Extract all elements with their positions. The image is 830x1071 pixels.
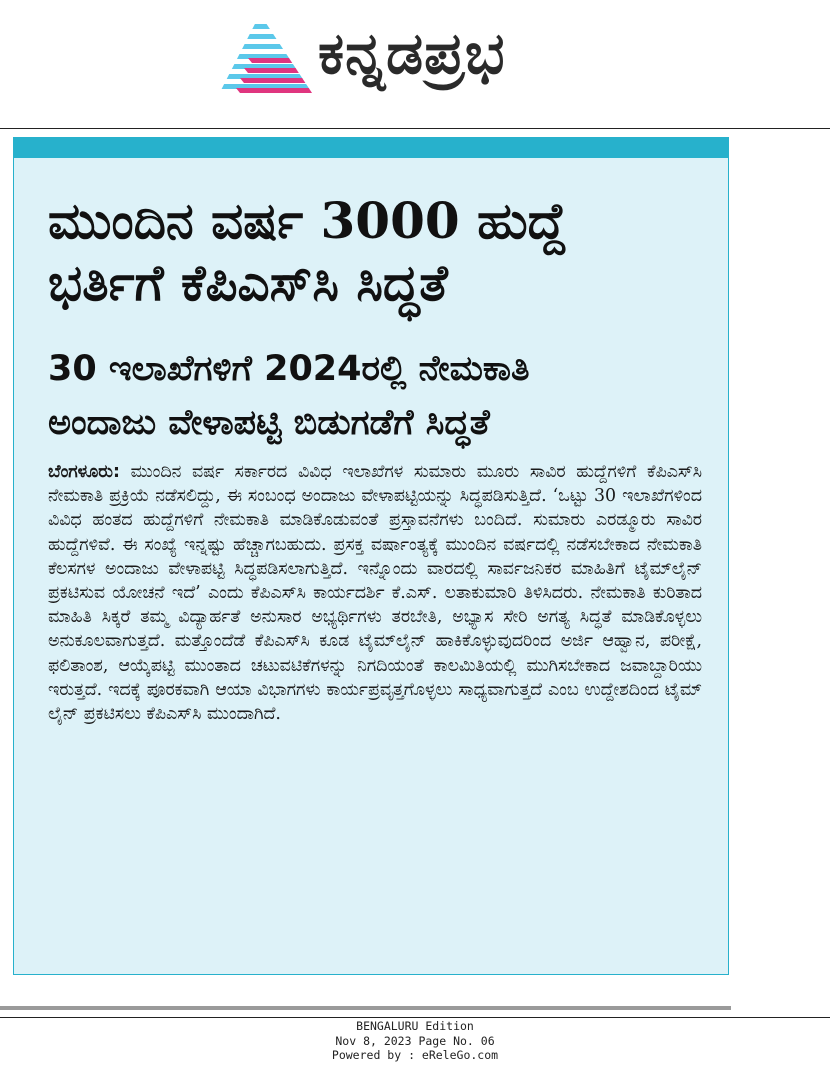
article-box bbox=[13, 137, 729, 975]
bottom-gray-bar bbox=[0, 1006, 731, 1010]
edition-label: BENGALURU Edition bbox=[356, 1019, 474, 1033]
dateline: ಬೆಂಗಳೂರು: bbox=[48, 462, 120, 482]
brand-name: ಕನ್ನಡಪ್ರಭ bbox=[318, 19, 506, 87]
bottom-divider bbox=[0, 1017, 830, 1018]
article-body-text: ಮುಂದಿನ ವರ್ಷ ಸರ್ಕಾರದ ವಿವಿಧ ಇಲಾಖೆಗಳ ಸುಮಾರು ಮೂರು ಸಾವಿರ ಹುದ್ದೆಗಳಿಗೆ ಕೆಪಿಎಸ್‌ಸಿ ನೇಮಕಾತಿ ಪ್ರಕ್ರಿಯೆ ನಡೆಸಲಿದ್ದು, ಈ ಸಂಬಂಧ ಅಂದಾಜು ವೇಳಾಪಟ್ಟಿಯನ್ನು ಸಿದ್ಧಪಡಿಸುತ್ತಿದೆ. ‘ಒಟ್ಟು 30 ಇಲಾಖೆಗಳಿಂದ ವಿವಿಧ ಹಂತದ ಹುದ್ದೆಗಳಿಗೆ ನೇಮಕಾತಿ ಮಾಡಿಕೊಡುವಂತೆ ಪ್ರಸ್ತಾವನೆಗಳು ಬಂದಿದೆ. ಸುಮಾರು ಎರಡ್ಮೂರು ಸಾವಿರ ಹುದ್ದೆಗಳಿವೆ. ಈ ಸಂಖ್ಯೆ ಇನ್ನಷ್ಟು ಹೆಚ್ಚಾಗಬಹುದು. ಪ್ರಸಕ್ತ ವರ್ಷಾಂತ್ಯಕ್ಕೆ ಮುಂದಿನ ವರ್ಷದಲ್ಲಿ ನಡೆಸಬೇಕಾದ ನೇಮಕಾತಿ ಕೆಲಸಗಳ ಅಂದಾಜು ವೇಳಾಪಟ್ಟಿ ಸಿದ್ಧಪಡಿಸಲಾಗುತ್ತಿದೆ. ಇನ್ನೊಂದು ವಾರದಲ್ಲಿ ಸಾರ್ವಜನಿಕರ ಮಾಹಿತಿಗೆ ಟೈಮ್‌ಲೈನ್ ಪ್ರಕಟಿಸುವ ಯೋಚನೆ ಇದೆ’ ಎಂದು ಕೆಪಿಎಸ್‌ಸಿ ಕಾರ್ಯದರ್ಶಿ ಕೆ.ಎಸ್. ಲತಾಕುಮಾರಿ ತಿಳಿಸಿದರು. ನೇಮಕಾತಿ ಕುರಿತಾದ ಮಾಹಿತಿ ಸಿಕ್ಕರೆ ತಮ್ಮ ವಿದ್ಯಾರ್ಹತೆ ಅನುಸಾರ ಅಭ್ಯರ್ಥಿಗಳು ತರಬೇತಿ, ಅಭ್ಯಾಸ ಸೇರಿ ಅಗತ್ಯ ಸಿದ್ಧತೆ ಮಾಡಿಕೊಳ್ಳಲು ಅನುಕೂಲವಾಗುತ್ತದೆ. ಮತ್ತೊಂದೆಡೆ ಕೆಪಿಎಸ್‌ಸಿ ಕೂಡ ಟೈಮ್‌ಲೈನ್ ಹಾಕಿಕೊಳ್ಳುವುದರಿಂದ ಅರ್ಜಿ ಆಹ್ವಾನ, ಪರೀಕ್ಷೆ, ಫಲಿತಾಂಶ, ಆಯ್ಕೆಪಟ್ಟಿ ಮುಂತಾದ ಚಟುವಟಿಕೆಗಳನ್ನು ನಿಗದಿಯಂತೆ ಕಾಲಮಿತಿಯಲ್ಲಿ ಮುಗಿಸಬೇಕಾದ ಜವಾಬ್ದಾರಿಯು ಇರುತ್ತದೆ. ಇದಕ್ಕೆ ಪೂರಕವಾಗಿ ಆಯಾ ವಿಭಾಗಗಳು ಕಾರ್ಯಪ್ರವೃತ್ತಗೊಳ್ಳಲು ಸಾಧ್ಯವಾಗುತ್ತದೆ ಎಂಬ ಉದ್ದೇಶದಿಂದ ಟೈಮ್ ಲೈನ್ ಪ್ರಕಟಿಸಲು ಕೆಪಿಎಸ್‌ಸಿ ಮುಂದಾಗಿದೆ. bbox=[48, 462, 702, 725]
triangle-logo-icon bbox=[218, 14, 314, 96]
article-body bbox=[48, 460, 702, 726]
subheadline-line-2: ಅಂದಾಜು ವೇಳಾಪಟ್ಟಿ ಬಿಡುಗಡೆಗೆ ಸಿದ್ಧತೆ bbox=[48, 403, 490, 443]
masthead bbox=[0, 0, 830, 128]
headline bbox=[48, 190, 718, 314]
subheadline-line-1: 30 ಇಲಾಖೆಗಳಿಗೆ 2024ರಲ್ಲಿ ನೇಮಕಾತಿ bbox=[48, 349, 530, 389]
headline-line-1: ಮುಂದಿನ ವರ್ಷ 3000 ಹುದ್ದೆ bbox=[48, 191, 567, 250]
top-divider bbox=[0, 128, 830, 129]
date-page-label: Nov 8, 2023 Page No. 06 bbox=[335, 1033, 495, 1048]
article-top-band bbox=[14, 138, 728, 158]
headline-line-2: ಭರ್ತಿಗೆ ಕೆಪಿಎಸ್‌ಸಿ ಸಿದ್ಧತೆ bbox=[48, 253, 448, 312]
footer bbox=[0, 1019, 830, 1063]
subheadline bbox=[48, 342, 718, 450]
powered-by-label: Powered by : eReleGo.com bbox=[331, 1048, 499, 1062]
